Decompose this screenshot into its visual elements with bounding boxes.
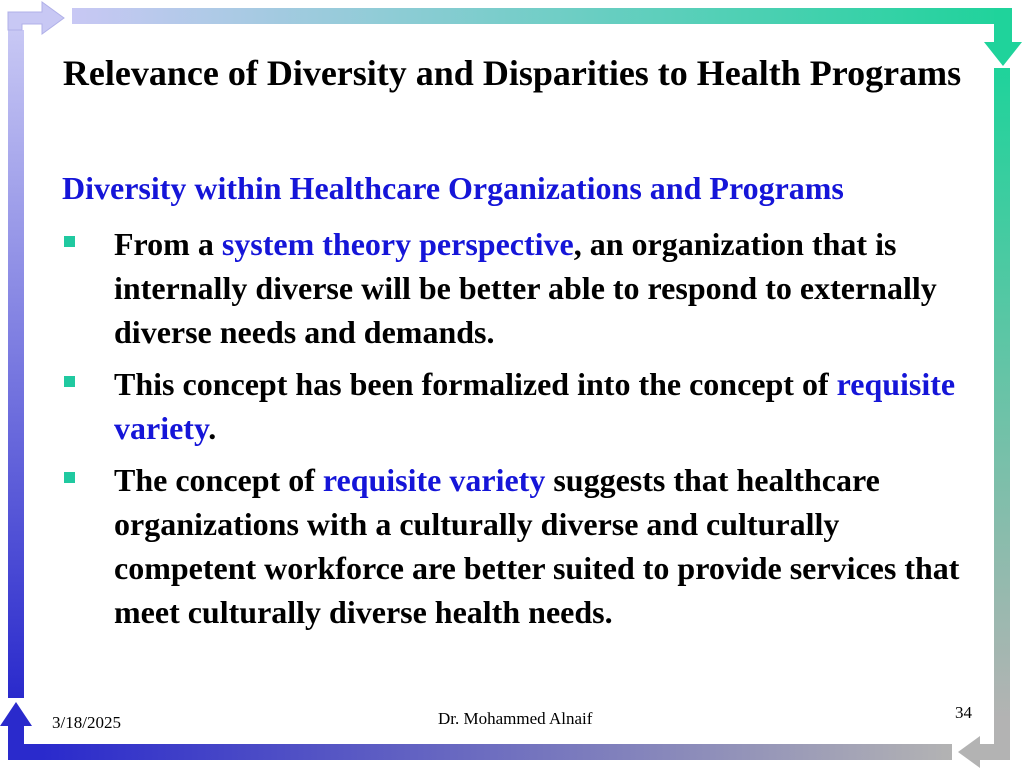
bullet-3-text-b: suggests that healthcare organizations with a culturally diverse and culturally competent workforce are better suited to provide services that meet culturally diverse health needs. (114, 462, 960, 630)
slide-title: Relevance of Diversity and Disparities to Health Programs (62, 53, 962, 93)
page-number: 34 (955, 703, 972, 722)
square-bullet-icon (64, 376, 75, 387)
slide-subtitle: Diversity within Healthcare Organizations and Programs (62, 170, 844, 206)
footer-author: Dr. Mohammed Alnaif (438, 709, 593, 728)
frame-left-bar (8, 30, 24, 698)
highlight-requisite-variety: requisite variety (322, 462, 546, 498)
footer-date: 3/18/2025 (52, 713, 121, 732)
bullet-1-text-a: From a (114, 226, 222, 262)
bullet-item-3 (60, 458, 975, 634)
bullet-list (60, 222, 975, 642)
bullet-3-text-a: The concept of (114, 462, 323, 498)
arrow-right-icon (8, 2, 64, 34)
bullet-item-2 (60, 362, 975, 450)
bullet-1-text-b: , an organization that is internally diverse will be better able to respond to externally diverse needs and demands. (114, 226, 937, 350)
bullet-item-1 (60, 222, 975, 354)
highlight-system-theory: system theory perspective (221, 226, 574, 262)
square-bullet-icon (64, 236, 75, 247)
frame-right-bar (994, 68, 1010, 718)
square-bullet-icon (64, 472, 75, 483)
arrow-up-icon (0, 702, 42, 760)
frame-bottom-bar (42, 744, 952, 760)
highlight-requisite-variety: requisite variety (114, 366, 956, 446)
frame-top-bar (72, 8, 1004, 24)
bullet-2-text-b: . (208, 410, 217, 446)
arrow-left-icon (958, 718, 1010, 768)
bullet-2-text-a: This concept has been formalized into the concept of (114, 366, 837, 402)
